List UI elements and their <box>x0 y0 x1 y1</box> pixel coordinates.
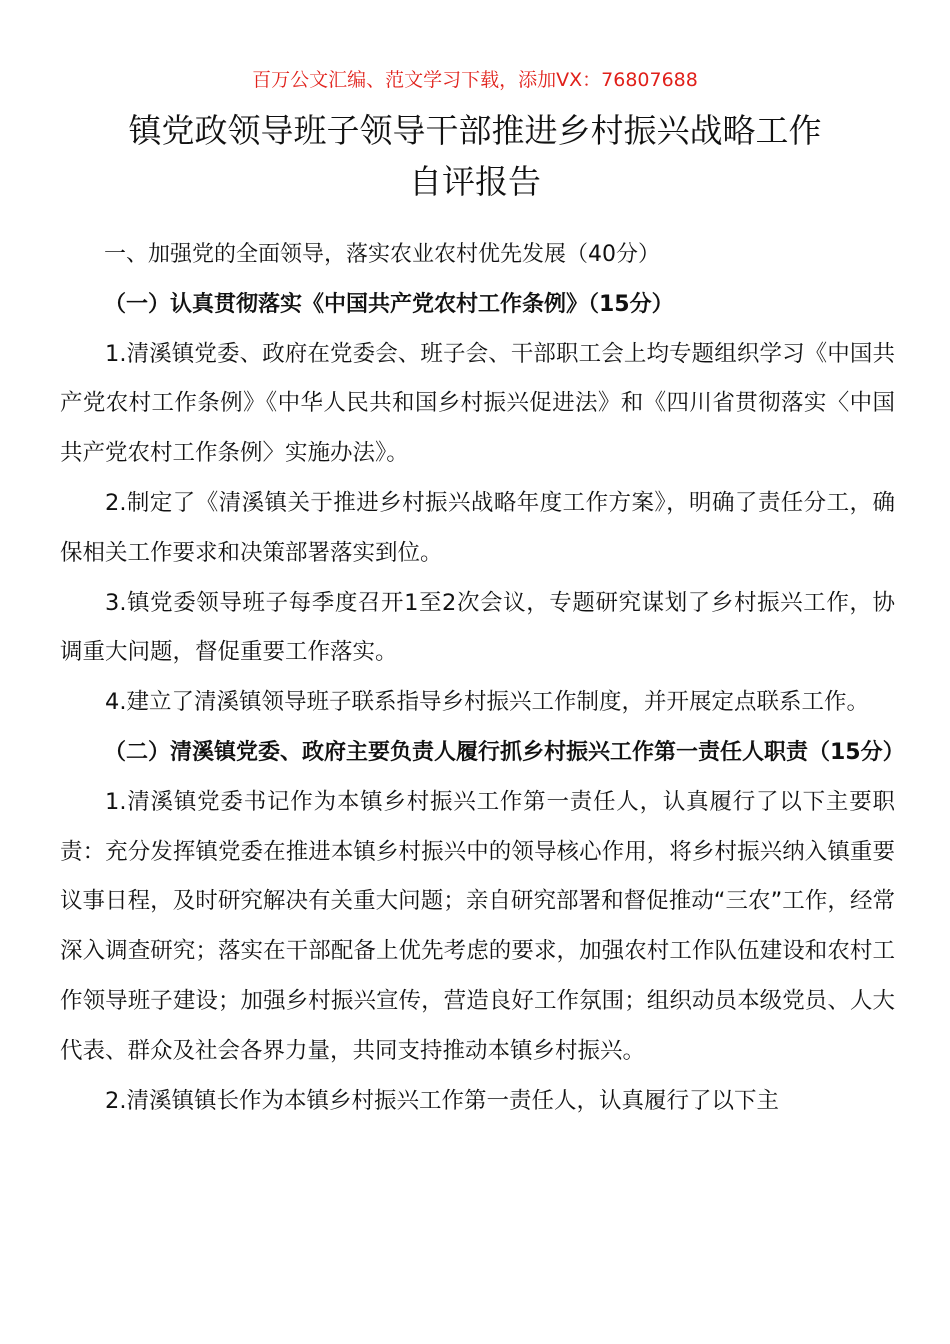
body-paragraph: 4.建立了清溪镇领导班子联系指导乡村振兴工作制度，并开展定点联系工作。 <box>105 689 869 716</box>
watermark-text: 百万公文汇编、范文学习下载，添加VX：76807688 <box>252 69 698 91</box>
body-paragraph: 1.清溪镇党委书记作为本镇乡村振兴工作第一责任人，认真履行了以下主要职责：充分发挥镇党委在推进本镇乡村振兴中的领导核心作用，将乡村振兴纳入镇重要议事日程，及时研究解决有关重大问题；亲自研究部署和督促推动“三农”工作，经常深入调查研究；落实在干部配备上优先考虑的要求，加强农村工作队伍建设和农村工作领导班子建设；加强乡村振兴宣传，营造良好工作氛围；组织动员本级党员、人大代表、群众及社会各界力量，共同支持推动本镇乡村振兴。 <box>60 788 895 1064</box>
document-body <box>60 230 905 1126</box>
body-paragraph: 2.制定了《清溪镇关于推进乡村振兴战略年度工作方案》，明确了责任分工，确保相关工作要求和决策部署落实到位。 <box>60 489 895 566</box>
document-title-line2: 自评报告 <box>409 162 541 201</box>
document-title-line1: 镇党政领导班子领导干部推进乡村振兴战略工作 <box>128 111 822 150</box>
body-paragraph: 2.清溪镇镇长作为本镇乡村振兴工作第一责任人，认真履行了以下主 <box>105 1087 779 1114</box>
body-paragraph: 3.镇党委领导班子每季度召开1至2次会议，专题研究谋划了乡村振兴工作，协调重大问题，督促重要工作落实。 <box>60 589 895 666</box>
subsection-heading-2: （二）清溪镇党委、政府主要负责人履行抓乡村振兴工作第一责任人职责（15分） <box>104 739 905 765</box>
body-paragraph: 1.清溪镇党委、政府在党委会、班子会、干部职工会上均专题组织学习《中国共产党农村工作条例》《中华人民共和国乡村振兴促进法》和《四川省贯彻落实〈中国共产党农村工作条例〉实施办法》。 <box>60 340 895 467</box>
subsection-heading-1: （一）认真贯彻落实《中国共产党农村工作条例》（15分） <box>104 291 674 317</box>
section-heading-1: 一、加强党的全面领导，落实农业农村优先发展（40分） <box>104 242 660 267</box>
